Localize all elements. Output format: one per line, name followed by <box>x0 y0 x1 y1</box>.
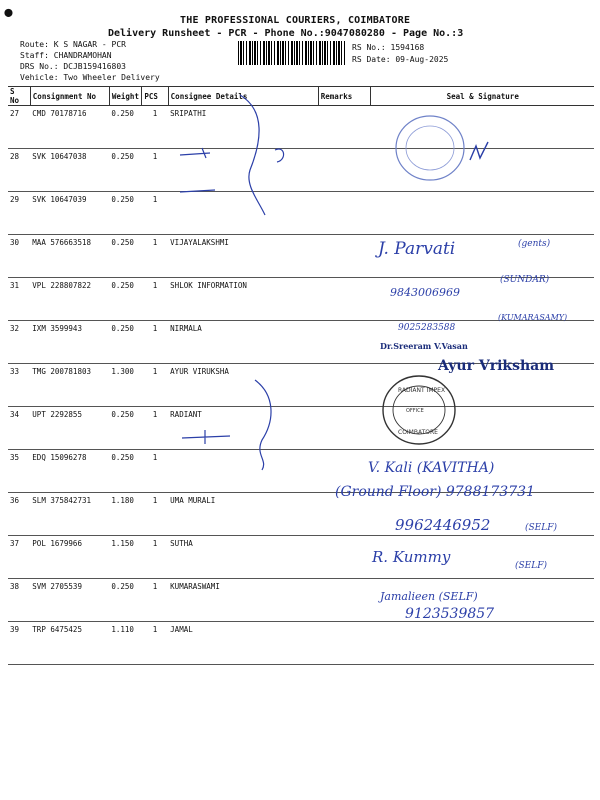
table-row <box>8 235 594 278</box>
cell-consignee: SHLOK INFORMATION <box>168 278 318 321</box>
cell-pcs: 1 <box>142 235 168 278</box>
hw-row37: 9962446952 <box>395 516 491 534</box>
cell-sno: 36 <box>8 493 30 536</box>
cell-pcs: 1 <box>142 407 168 450</box>
table-row <box>8 192 594 235</box>
document-subtitle: Delivery Runsheet - PCR - Phone No.:9047080280 - Page No.:3 <box>108 28 464 39</box>
cell-seal-signature <box>371 364 594 407</box>
table-row <box>8 579 594 622</box>
cell-sno: 30 <box>8 235 30 278</box>
runsheet-table <box>8 86 594 634</box>
cell-remarks <box>318 493 371 536</box>
cell-consignee <box>168 450 318 493</box>
cell-consignment: SLM 375842731 <box>30 493 109 536</box>
cell-seal-signature <box>371 149 594 192</box>
cell-consignee <box>168 192 318 235</box>
cell-weight: 1.150 <box>109 536 141 579</box>
hw-row30: J. Parvati <box>378 239 456 259</box>
hw-row38: R. Kummy <box>372 548 451 566</box>
cell-seal-signature <box>371 579 594 622</box>
table-row <box>8 321 594 364</box>
stamp34-city: COIMBATORE <box>398 429 438 436</box>
cell-remarks <box>318 407 371 450</box>
stamp34-office: OFFICE <box>406 408 424 414</box>
cell-remarks <box>318 536 371 579</box>
cell-weight: 0.250 <box>109 450 141 493</box>
table-row <box>8 536 594 579</box>
vehicle-info: Vehicle: Two Wheeler Delivery <box>20 73 160 82</box>
cell-weight: 1.110 <box>109 622 141 665</box>
col-sno: S No <box>8 87 30 106</box>
cell-pcs: 1 <box>142 364 168 407</box>
cell-pcs: 1 <box>142 278 168 321</box>
col-weight: Weight <box>109 87 141 106</box>
rs-number: RS No.: 1594168 <box>352 43 425 52</box>
table-row <box>8 622 594 665</box>
document-title: THE PROFESSIONAL COURIERS, COIMBATORE <box>180 15 411 26</box>
cell-remarks <box>318 149 371 192</box>
hw-row39: Jamalieen (SELF) <box>380 590 478 603</box>
cell-remarks <box>318 321 371 364</box>
cell-seal-signature <box>371 235 594 278</box>
cell-consignee <box>168 149 318 192</box>
cell-seal-signature <box>371 407 594 450</box>
hw-row33-stamp: Dr.Sreeram V.Vasan <box>380 341 468 351</box>
cell-seal-signature <box>371 192 594 235</box>
cell-consignee: AYUR VIRUKSHA <box>168 364 318 407</box>
hw-row30b: (gents) <box>518 239 551 249</box>
cell-consignee: RADIANT <box>168 407 318 450</box>
cell-consignment: TMG 200781803 <box>30 364 109 407</box>
hw-row31: (SUNDAR) <box>500 275 550 285</box>
cell-seal-signature <box>371 321 594 364</box>
cell-pcs: 1 <box>142 106 168 149</box>
cell-weight: 0.250 <box>109 278 141 321</box>
cell-pcs: 1 <box>142 536 168 579</box>
hw-row32: 9025283588 <box>398 323 456 333</box>
cell-seal-signature <box>371 106 594 149</box>
cell-seal-signature <box>371 278 594 321</box>
cell-consignee: SUTHA <box>168 536 318 579</box>
cell-weight: 0.250 <box>109 321 141 364</box>
cell-consignee: KUMARASWAMI <box>168 579 318 622</box>
cell-seal-signature <box>371 622 594 665</box>
cell-consignee: NIRMALA <box>168 321 318 364</box>
cell-remarks <box>318 450 371 493</box>
table-row <box>8 364 594 407</box>
hw-row37b: (SELF) <box>525 523 557 533</box>
cell-weight: 1.300 <box>109 364 141 407</box>
cell-weight: 0.250 <box>109 579 141 622</box>
hw-row31b: 9843006969 <box>390 286 460 299</box>
stamp34-text: RADIANT IMPEX <box>398 387 446 394</box>
cell-pcs: 1 <box>142 149 168 192</box>
hw-row39b: 9123539857 <box>405 606 495 622</box>
cell-sno: 35 <box>8 450 30 493</box>
cell-consignee: SRIPATHI <box>168 106 318 149</box>
cell-remarks <box>318 192 371 235</box>
cell-sno: 32 <box>8 321 30 364</box>
cell-weight: 0.250 <box>109 235 141 278</box>
staff-info: Staff: CHANDRAMOHAN <box>20 51 112 60</box>
cell-seal-signature <box>371 536 594 579</box>
cell-sno: 34 <box>8 407 30 450</box>
cell-pcs: 1 <box>142 622 168 665</box>
table-row <box>8 106 594 149</box>
col-consignment: Consignment No <box>30 87 109 106</box>
cell-pcs: 1 <box>142 450 168 493</box>
table-row <box>8 407 594 450</box>
drs-info: DRS No.: DCJB159416803 <box>20 62 126 71</box>
cell-weight: 1.180 <box>109 493 141 536</box>
cell-remarks <box>318 235 371 278</box>
cell-seal-signature <box>371 493 594 536</box>
cell-consignment: TRP 6475425 <box>30 622 109 665</box>
cell-remarks <box>318 106 371 149</box>
cell-consignee: JAMAL <box>168 622 318 665</box>
cell-pcs: 1 <box>142 493 168 536</box>
cell-consignee: UMA MURALI <box>168 493 318 536</box>
hw-row36b: (Ground Floor) 9788173731 <box>335 484 535 500</box>
cell-sno: 31 <box>8 278 30 321</box>
cell-seal-signature <box>371 450 594 493</box>
cell-consignment: SVK 10647039 <box>30 192 109 235</box>
cell-remarks <box>318 622 371 665</box>
cell-sno: 37 <box>8 536 30 579</box>
col-remarks: Remarks <box>318 87 371 106</box>
cell-pcs: 1 <box>142 192 168 235</box>
cell-pcs: 1 <box>142 579 168 622</box>
cell-weight: 0.250 <box>109 106 141 149</box>
punch-mark: ⬤ <box>4 8 13 17</box>
hw-row38b: (SELF) <box>515 561 547 571</box>
cell-sno: 38 <box>8 579 30 622</box>
cell-consignment: UPT 2292855 <box>30 407 109 450</box>
rs-date: RS Date: 09-Aug-2025 <box>352 55 449 64</box>
table-row <box>8 450 594 493</box>
cell-consignment: CMD 70178716 <box>30 106 109 149</box>
hw-row33-stamp2: Ayur Vriksham <box>438 358 555 374</box>
hw-row36: V. Kali (KAVITHA) <box>368 460 495 476</box>
col-consignee: Consignee Details <box>168 87 318 106</box>
barcode <box>238 41 346 65</box>
cell-sno: 28 <box>8 149 30 192</box>
cell-weight: 0.250 <box>109 407 141 450</box>
table-header-row <box>8 87 594 106</box>
cell-consignment: VPL 228807822 <box>30 278 109 321</box>
hw-row32b: (KUMARASAMY) <box>498 313 568 322</box>
cell-consignment: IXM 3599943 <box>30 321 109 364</box>
cell-consignee: VIJAYALAKSHMI <box>168 235 318 278</box>
route-info: Route: K S NAGAR - PCR <box>20 40 126 49</box>
cell-sno: 39 <box>8 622 30 665</box>
cell-consignment: POL 1679966 <box>30 536 109 579</box>
col-seal: Seal & Signature <box>371 87 594 106</box>
cell-consignment: EDQ 15096278 <box>30 450 109 493</box>
cell-pcs: 1 <box>142 321 168 364</box>
cell-sno: 27 <box>8 106 30 149</box>
cell-remarks <box>318 364 371 407</box>
table-row <box>8 493 594 536</box>
table-row <box>8 278 594 321</box>
cell-weight: 0.250 <box>109 149 141 192</box>
cell-consignment: MAA 576663518 <box>30 235 109 278</box>
cell-weight: 0.250 <box>109 192 141 235</box>
cell-consignment: SVK 10647038 <box>30 149 109 192</box>
cell-remarks <box>318 278 371 321</box>
table-row <box>8 149 594 192</box>
col-pcs: PCS <box>142 87 168 106</box>
cell-remarks <box>318 579 371 622</box>
cell-consignment: SVM 2705539 <box>30 579 109 622</box>
cell-sno: 29 <box>8 192 30 235</box>
cell-sno: 33 <box>8 364 30 407</box>
